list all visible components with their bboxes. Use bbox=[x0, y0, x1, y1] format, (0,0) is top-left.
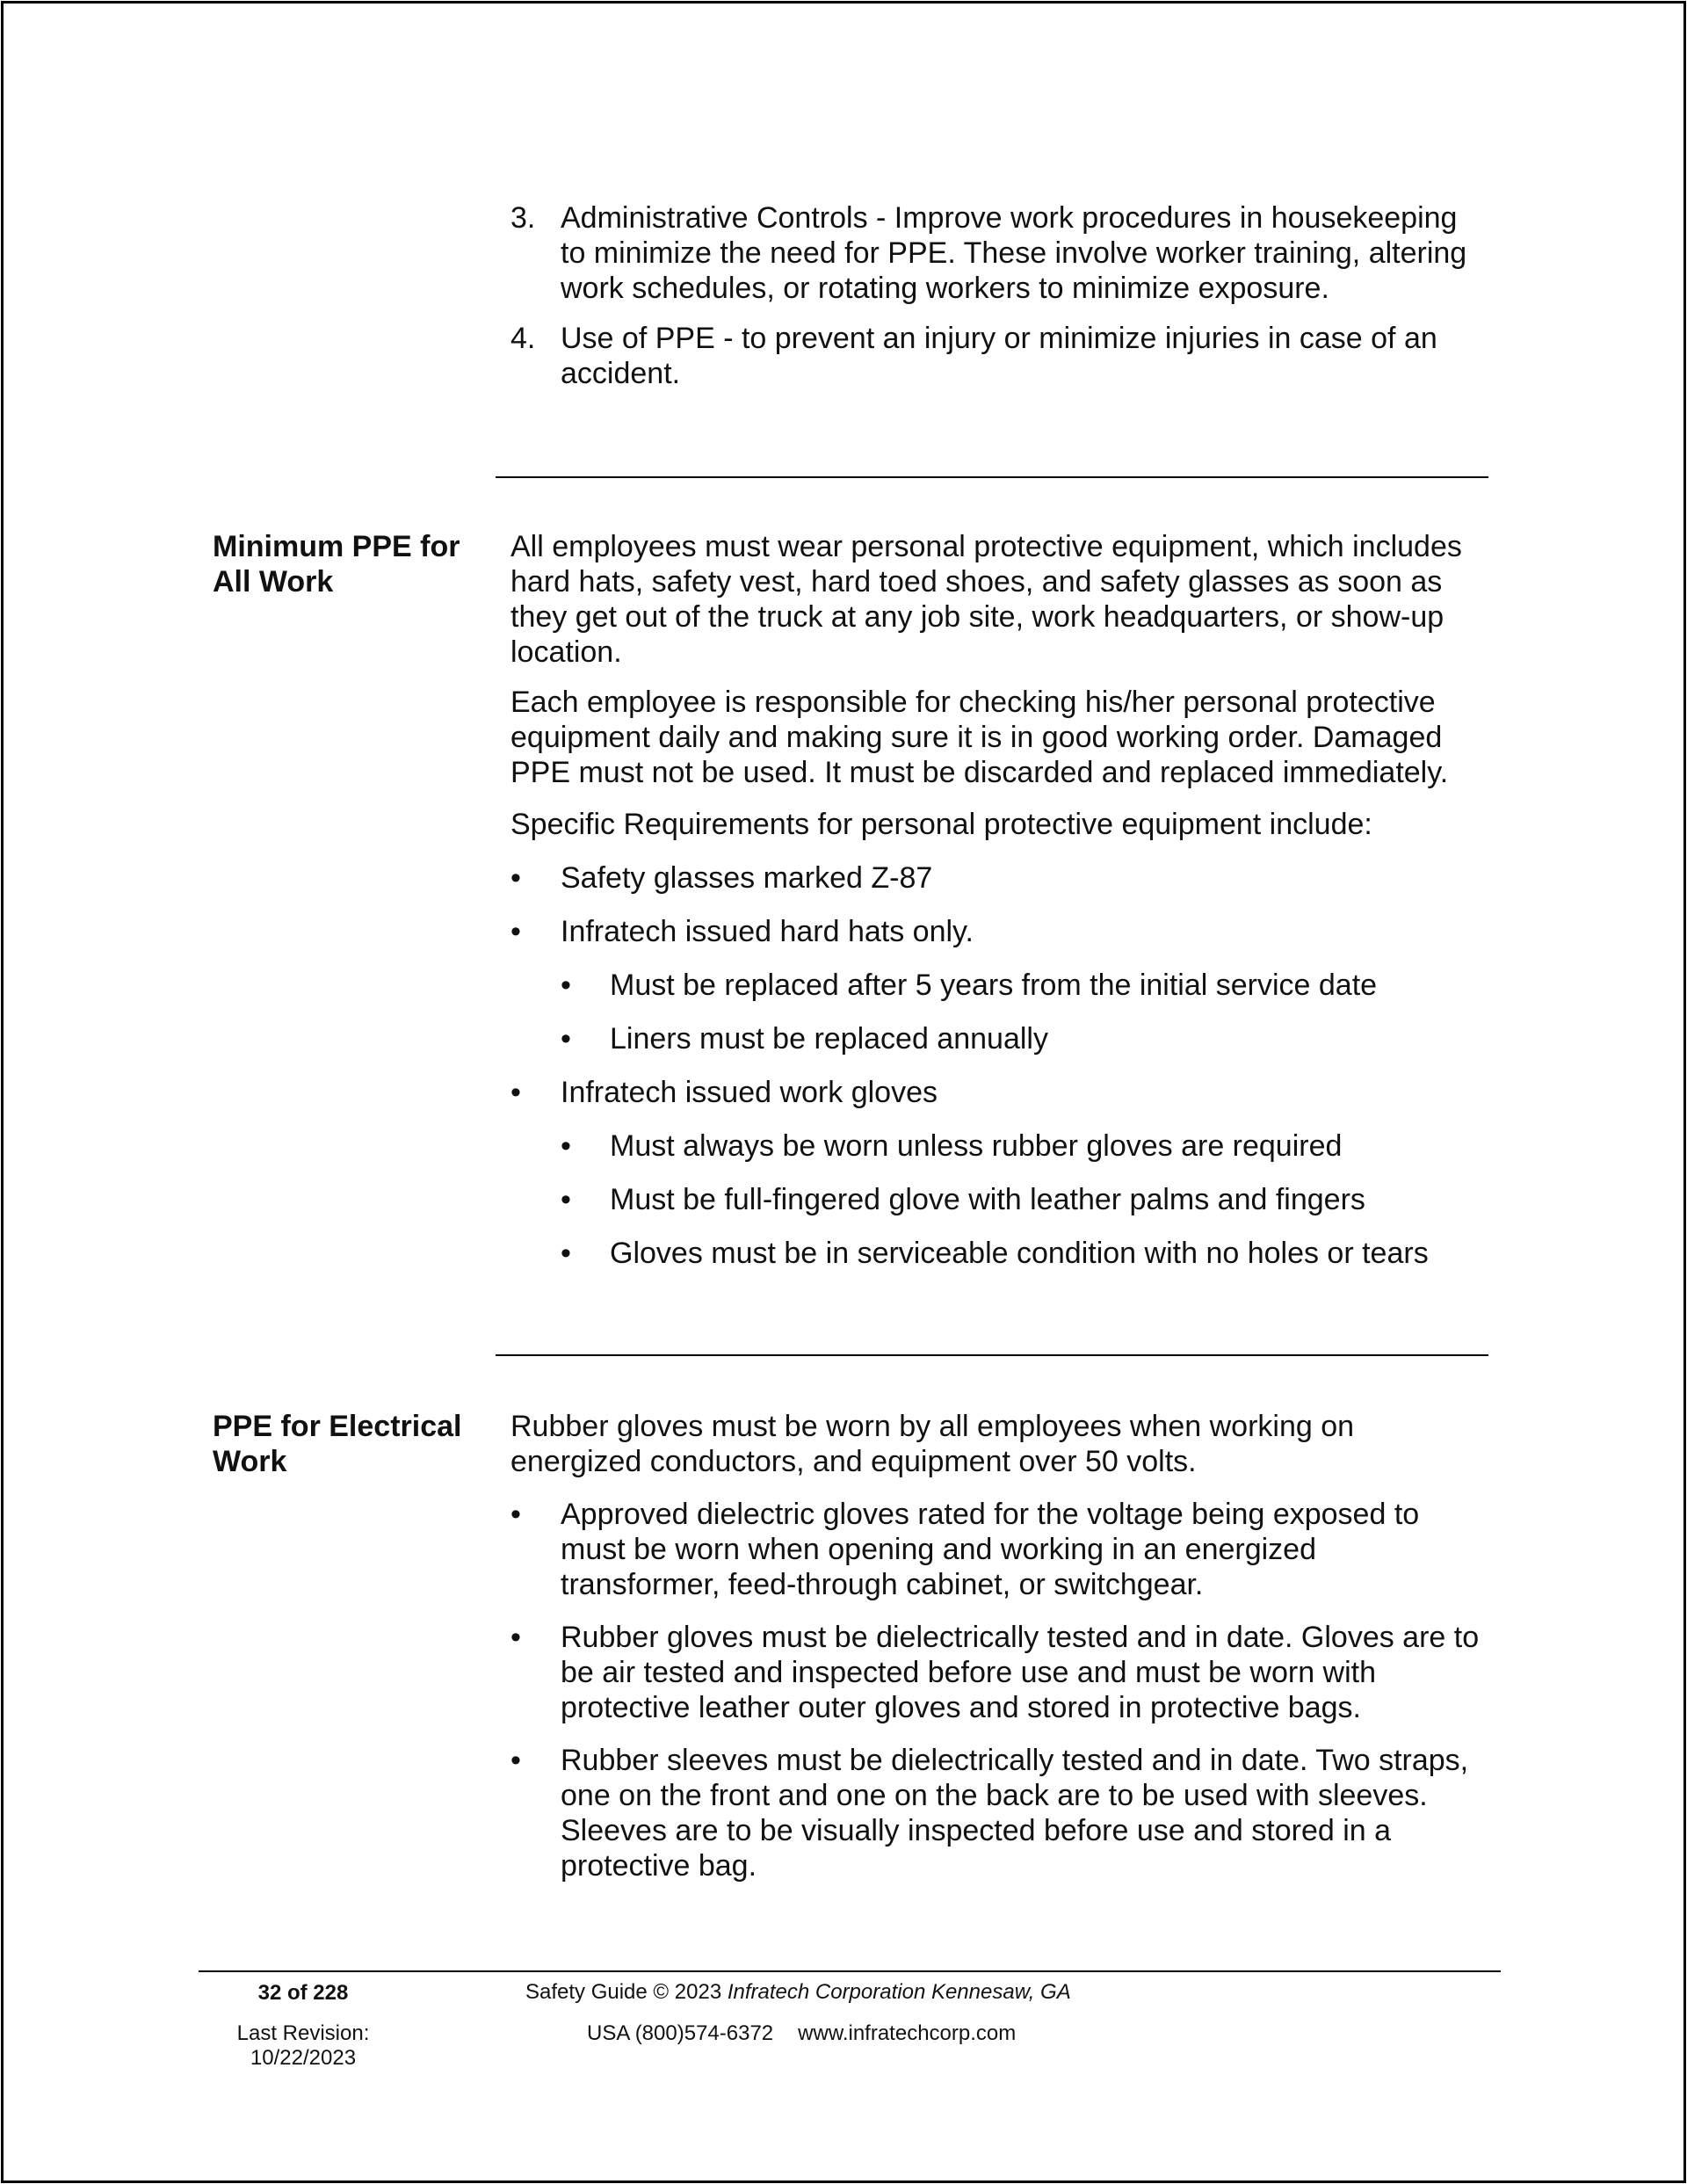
sub-bullet-text: Must be full-fingered glove with leather palms and fingers bbox=[610, 1183, 1365, 1216]
footer-divider bbox=[199, 1970, 1501, 1972]
bullet-icon: • bbox=[561, 1022, 571, 1056]
bullet-text: Rubber gloves must be dielectrically tested and in date. Gloves are to be air tested and inspected before use and must be worn with protective leather outer gloves and stored in protective bags. bbox=[561, 1621, 1480, 1724]
section-divider bbox=[496, 1354, 1488, 1356]
website-link[interactable]: www.infratechcorp.com bbox=[798, 2021, 1017, 2045]
paragraph: Specific Requirements for personal protective equipment include: bbox=[510, 808, 1372, 841]
bullet-text: Infratech issued work gloves bbox=[561, 1076, 938, 1109]
bullet-icon: • bbox=[510, 1744, 521, 1777]
bullet-text: Safety glasses marked Z-87 bbox=[561, 861, 933, 895]
phone-number: USA (800)574-6372 bbox=[587, 2021, 774, 2045]
section-title-electrical: PPE for Electrical Work bbox=[213, 1410, 462, 1478]
bullet-icon: • bbox=[510, 915, 521, 948]
revision-label: Last Revision: bbox=[236, 2021, 370, 2045]
bullet-icon: • bbox=[510, 1498, 521, 1531]
bullet-icon: • bbox=[510, 1076, 521, 1109]
paragraph: All employees must wear personal protective equipment, which includes hard hats, safety vest, hard toed shoes, and safety glasses as soon as they get out of the truck at any job site, work headquarters, or show-up location. bbox=[510, 530, 1462, 669]
paragraph: Rubber gloves must be worn by all employees when working on energized conductors, and equipment over 50 volts. bbox=[510, 1410, 1355, 1478]
sub-bullet-text: Liners must be replaced annually bbox=[610, 1022, 1048, 1056]
footer-copyright bbox=[525, 1980, 1071, 2005]
page-number: 32 of 228 bbox=[257, 1981, 349, 2005]
sub-bullet-text: Must always be worn unless rubber gloves are required bbox=[610, 1129, 1343, 1163]
bullet-text: Rubber sleeves must be dielectrically tested and in date. Two straps, one on the front and one on the back are to be used with sleeves. Sleeves are to be visually inspected before use and stored in a protective bag. bbox=[561, 1744, 1469, 1883]
section-title-min-ppe: Minimum PPE for All Work bbox=[213, 530, 460, 599]
sub-bullet-text: Gloves must be in serviceable condition with no holes or tears bbox=[610, 1237, 1429, 1270]
list-item-text: Use of PPE - to prevent an injury or minimize injuries in case of an accident. bbox=[561, 322, 1437, 390]
bullet-icon: • bbox=[510, 861, 521, 895]
list-number: 3. bbox=[510, 201, 536, 235]
list-item-text: Administrative Controls - Improve work procedures in housekeeping to minimize the need for PPE. These involve worker training, altering work schedules, or rotating workers to minimize exposure. bbox=[561, 201, 1467, 305]
bullet-text: Infratech issued hard hats only. bbox=[561, 915, 974, 948]
bullet-icon: • bbox=[561, 1237, 571, 1270]
section-divider bbox=[496, 476, 1488, 478]
bullet-icon: • bbox=[510, 1621, 521, 1654]
footer-contact bbox=[587, 2021, 1016, 2046]
list-number: 4. bbox=[510, 322, 536, 355]
company-name: Infratech Corporation Kennesaw, GA bbox=[727, 1980, 1071, 2004]
paragraph: Each employee is responsible for checking his/her personal protective equipment daily and making sure it is in good working order. Damaged PPE must not be used. It must be discarded and replaced immediately. bbox=[510, 686, 1449, 789]
copyright-text: Safety Guide © 2023 bbox=[525, 1980, 728, 2004]
sub-bullet-text: Must be replaced after 5 years from the initial service date bbox=[610, 969, 1378, 1002]
bullet-icon: • bbox=[561, 969, 571, 1002]
bullet-icon: • bbox=[561, 1129, 571, 1163]
revision-date: 10/22/2023 bbox=[250, 2046, 357, 2070]
bullet-icon: • bbox=[561, 1183, 571, 1216]
bullet-text: Approved dielectric gloves rated for the voltage being exposed to must be worn when opening and working in an energized transformer, feed-through cabinet, or switchgear. bbox=[561, 1498, 1420, 1601]
